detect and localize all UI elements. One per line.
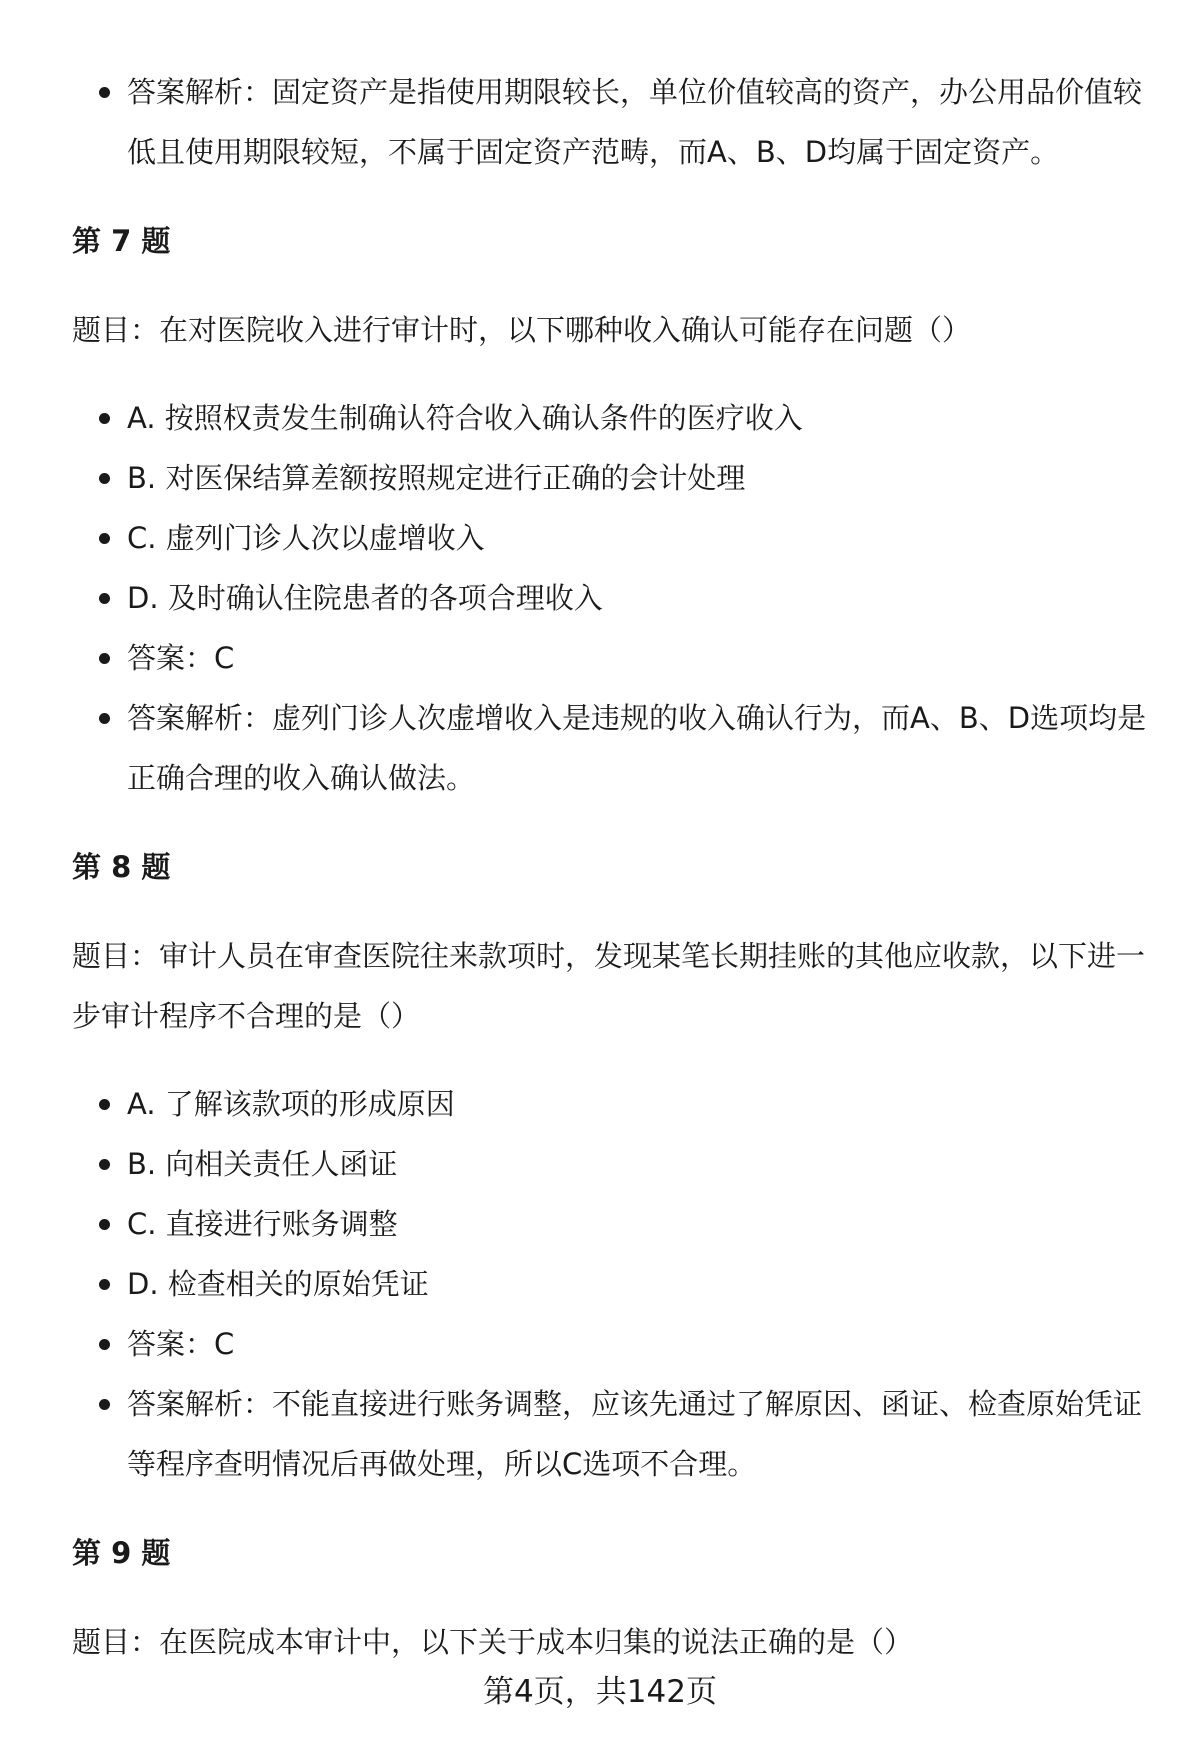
option-text: C. 直接进行账务调整 [127,1207,398,1241]
question-stem: 题目：审计人员在审查医院往来款项时，发现某笔长期挂账的其他应收款，以下进一步审计程序不合理的是（） [72,939,1146,1033]
answer-text: 答案：C [127,1327,235,1361]
option-text: D. 检查相关的原始凭证 [127,1267,429,1301]
answer-explanation [72,1374,1152,1494]
bullet-dot-icon [99,533,110,544]
option-text: C. 虚列门诊人次以虚增收入 [127,521,485,555]
answer-explanation [72,688,1152,808]
bullet-dot-icon [99,1099,110,1110]
option-text: B. 向相关责任人函证 [127,1147,398,1181]
bullet-dot-icon [99,1339,110,1350]
answer [72,628,1152,688]
bullet-dot-icon [99,87,110,98]
bullet-dot-icon [99,593,110,604]
intro-bullet-list [72,62,1152,182]
question-9 [72,1523,1152,1672]
explanation-text: 答案解析：不能直接进行账务调整，应该先通过了解原因、函证、检查原始凭证等程序查明情况后再做处理，所以C选项不合理。 [127,1387,1143,1481]
option-text: B. 对医保结算差额按照规定进行正确的会计处理 [127,461,746,495]
bullet-dot-icon [99,1279,110,1290]
answer-explanation [72,62,1152,182]
option-text: D. 及时确认住院患者的各项合理收入 [127,581,603,615]
option-text: A. 按照权责发生制确认符合收入确认条件的医疗收入 [127,401,803,435]
option-b [72,1134,1152,1194]
bullet-dot-icon [99,1219,110,1230]
bullet-dot-icon [99,1159,110,1170]
answer [72,1314,1152,1374]
option-c [72,508,1152,568]
question-heading: 第 7 题 [72,224,171,258]
option-a [72,388,1152,448]
option-list [72,1074,1152,1494]
question-heading: 第 9 题 [72,1536,171,1570]
question-8 [72,837,1152,1494]
explanation-text: 答案解析：虚列门诊人次虚增收入是违规的收入确认行为，而A、B、D选项均是正确合理的收入确认做法。 [127,701,1147,795]
option-c [72,1194,1152,1254]
option-a [72,1074,1152,1134]
question-7 [72,211,1152,808]
option-d [72,568,1152,628]
page-footer: 第4页，共142页 [483,1674,717,1710]
bullet-text: 答案解析：固定资产是指使用期限较长，单位价值较高的资产，办公用品价值较低且使用期限较短，不属于固定资产范畴，而A、B、D均属于固定资产。 [127,75,1143,169]
option-b [72,448,1152,508]
option-text: A. 了解该款项的形成原因 [127,1087,455,1121]
option-d [72,1254,1152,1314]
bullet-dot-icon [99,713,110,724]
question-heading: 第 8 题 [72,850,171,884]
bullet-dot-icon [99,473,110,484]
bullet-dot-icon [99,413,110,424]
bullet-dot-icon [99,1399,110,1410]
document-page [72,62,1152,1672]
answer-text: 答案：C [127,641,235,675]
option-list [72,388,1152,808]
question-stem: 题目：在医院成本审计中，以下关于成本归集的说法正确的是（） [72,1625,914,1659]
question-stem: 题目：在对医院收入进行审计时，以下哪种收入确认可能存在问题（） [72,313,972,347]
bullet-dot-icon [99,653,110,664]
